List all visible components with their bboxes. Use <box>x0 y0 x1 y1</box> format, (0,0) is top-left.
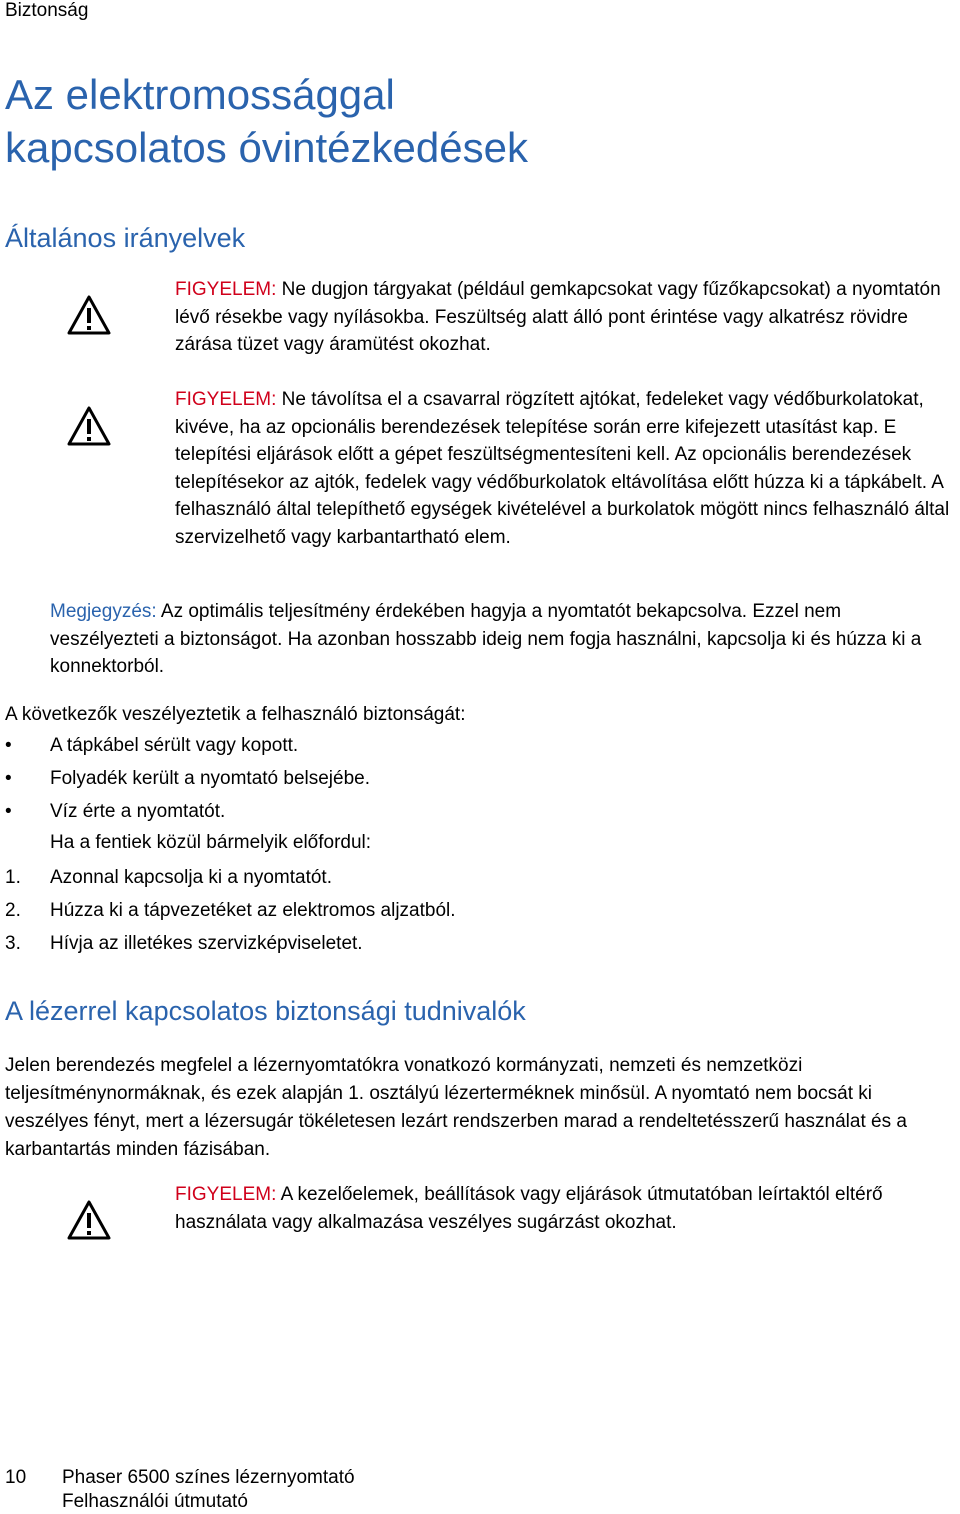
step-number: 1. <box>5 867 21 888</box>
warning-block-2 <box>175 386 955 551</box>
laser-safety-heading: A lézerrel kapcsolatos biztonsági tudnivalók <box>5 996 526 1026</box>
hazard-text: Víz érte a nyomtatót. <box>50 801 226 822</box>
general-guidelines-heading: Általános irányelvek <box>5 223 246 253</box>
warning-text: A kezelőelemek, beállítások vagy eljárások útmutatóban leírtaktól eltérő használata vagy alkalmazása veszélyes sugárzást okozhat. <box>175 1184 883 1233</box>
page-title <box>5 68 945 174</box>
note-text: Az optimális teljesítmény érdekében hagyja a nyomtatót bekapcsolva. Ezzel nem veszélyezteti a biztonságot. Ha azonban hosszabb ideig nem fogja használni, kapcsolja ki és húzza ki a konnektorból. <box>50 601 922 677</box>
page-number: 10 <box>5 1467 27 1488</box>
page-title-line1: Az elektromossággal <box>5 71 395 118</box>
step-text: Azonnal kapcsolja ki a nyomtatót. <box>50 867 332 888</box>
running-header: Biztonság <box>5 0 89 21</box>
bullet-marker: • <box>5 768 12 789</box>
warning-label: FIGYELEM: <box>175 1184 277 1205</box>
page-title-line2: kapcsolatos óvintézkedések <box>5 124 528 171</box>
step-number: 3. <box>5 933 21 954</box>
warning-triangle-icon <box>67 406 111 446</box>
warning-text: Ne dugjon tárgyakat (például gemkapcsokat vagy fűzőkapcsokat) a nyomtatón lévő résekbe vagy nyílásokba. Feszültség alatt álló pont érintése vagy alkatrész rövidre zárása tüzet vagy áramütést okozhat. <box>175 279 941 355</box>
footer-guide: Felhasználói útmutató <box>62 1491 248 1512</box>
step-text: Húzza ki a tápvezetéket az elektromos aljzatból. <box>50 900 456 921</box>
if-any-text: Ha a fentiek közül bármelyik előfordul: <box>50 832 372 853</box>
bullet-marker: • <box>5 735 12 756</box>
laser-paragraph: Jelen berendezés megfelel a lézernyomtatókra vonatkozó kormányzati, nemzeti és nemzetközi teljesítménynormáknak, és ezek alapján 1. osztályú lézerterméknek minősül. A nyomtató nem bocsát ki veszélyes fényt, mert a lézersugár tökéletesen lezárt rendszerben marad a rendeltetésszerű használat és a karbantartás minden fázisában. <box>5 1055 907 1160</box>
warning-label: FIGYELEM: <box>175 279 277 300</box>
warning-text: Ne távolítsa el a csavarral rögzített ajtókat, fedeleket vagy védőburkolatokat, kivéve, ha az opcionális berendezések telepítése során erre kifejezett utasítást kap. E telepítési eljárások előtt a gépet feszültségmentesíteni kell. Az opcionális berendezések telepítésekor az ajtók, fedelek vagy védőburkolatok eltávolítása előtt húzza ki a tápkábelt. A felhasználó által telepíthető egységek kivételével a burkolatok mögött nincs felhasználó által szervizelhető vagy karbantartható elem. <box>175 389 950 548</box>
footer-product: Phaser 6500 színes lézernyomtató <box>62 1467 355 1488</box>
step-number: 2. <box>5 900 21 921</box>
warning-block-1 <box>175 276 955 359</box>
step-text: Hívja az illetékes szervizképviseletet. <box>50 933 363 954</box>
hazard-text: A tápkábel sérült vagy kopott. <box>50 735 299 756</box>
hazard-text: Folyadék került a nyomtató belsejébe. <box>50 768 371 789</box>
hazards-intro: A következők veszélyeztetik a felhasználó biztonságát: <box>5 704 466 725</box>
warning-triangle-icon <box>67 1200 111 1240</box>
note-block <box>50 598 955 681</box>
laser-warning-block <box>175 1181 960 1236</box>
warning-label: FIGYELEM: <box>175 389 277 410</box>
note-label: Megjegyzés: <box>50 601 157 622</box>
warning-triangle-icon <box>67 295 111 335</box>
bullet-marker: • <box>5 801 12 822</box>
